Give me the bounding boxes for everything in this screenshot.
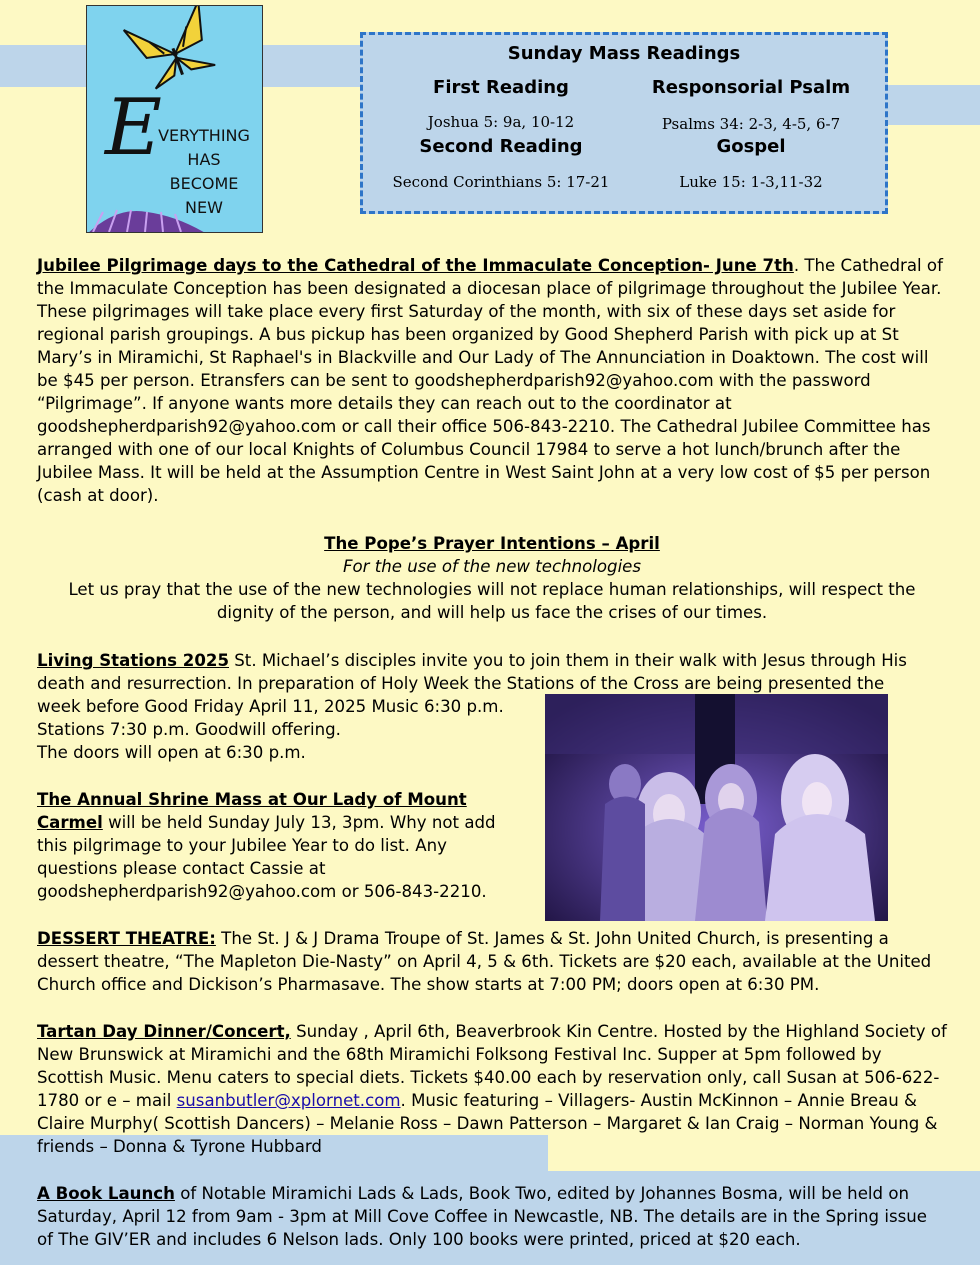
shrine-mass-section — [37, 788, 517, 903]
bg-band-mid-top — [263, 45, 363, 87]
everything-has-become-new-logo — [86, 5, 263, 233]
jubilee-section — [37, 254, 952, 507]
sunday-mass-readings-box — [360, 32, 888, 214]
living-stations-section — [37, 649, 927, 695]
shrine-heading-b: Carmel — [37, 813, 103, 832]
second-reading-label: Second Reading — [419, 136, 583, 157]
logo-line-3: BECOME — [169, 174, 239, 193]
shrine-heading-a: The Annual Shrine Mass at Our Lady of Mount — [37, 790, 467, 809]
tartan-body-2: . Music featuring – Villagers- Austin McKinnon – Annie Breau & Claire Murphy( Scottish Dancers) – Melanie Ross – Dawn Patterson – Margaret & Ian Craig – Norman Young & friends – Donna & Tyrone Hubbard — [37, 1091, 938, 1156]
living-stations-photo — [545, 694, 888, 921]
pope-body: Let us pray that the use of the new technologies will not replace human relationships, will respect the dignity of the person, and will help us face the crises of our times. — [68, 580, 916, 622]
shrine-body: will be held Sunday July 13, 3pm. Why not add this pilgrimage to your Jubilee Year to do list. Any questions please contact Cassie at goodshepherdparish92@yahoo.com or 506-843-2210. — [37, 813, 496, 901]
living-heading: Living Stations 2025 — [37, 651, 229, 670]
logo-line-2: HAS — [187, 150, 221, 169]
pope-subtitle: For the use of the new technologies — [342, 557, 642, 576]
dessert-heading: DESSERT THEATRE: — [37, 929, 216, 948]
bg-band-left-top — [0, 45, 86, 87]
logo-line-1: VERYTHING — [158, 126, 250, 145]
psalm-value: Psalms 34: 2-3, 4-5, 6-7 — [661, 115, 841, 133]
gospel-value: Luke 15: 1-3,11-32 — [679, 173, 823, 191]
book-heading: A Book Launch — [37, 1184, 175, 1203]
readings-title: Sunday Mass Readings — [507, 43, 741, 64]
living-line-1: week before Good Friday April 11, 2025 Music 6:30 p.m. — [37, 697, 504, 716]
first-reading-value: Joshua 5: 9a, 10-12 — [427, 113, 575, 131]
living-line-3: The doors will open at 6:30 p.m. — [37, 743, 306, 762]
tartan-body-1: Sunday , April 6th, Beaverbrook Kin Centre. Hosted by the Highland Society of New Brunswick at Miramichi and the 68th Miramichi Folksong Festival Inc. Supper at 5pm followed by Scottish Music. Menu caters to special diets. Tickets $40.00 each by reservation only, call Susan at 506-622-1780 or e – mail — [37, 1022, 947, 1110]
book-body: of Notable Miramichi Lads & Lads, Book Two, edited by Johannes Bosma, will be held on Saturday, April 12 from 9am - 3pm at Mill Cove Coffee in Newcastle, NB. The details are in the Spring issue of The GIV’ER and includes 6 Nelson lads. Only 100 books were printed, priced at $20 each. — [37, 1184, 927, 1249]
first-reading-label: First Reading — [433, 77, 569, 98]
tartan-email-link[interactable]: susanbutler@xplornet.com — [176, 1091, 401, 1110]
pope-heading: The Pope’s Prayer Intentions – April — [324, 534, 660, 553]
tartan-heading: Tartan Day Dinner/Concert, — [37, 1022, 291, 1041]
psalm-label: Responsorial Psalm — [651, 77, 851, 98]
second-reading-value: Second Corinthians 5: 17-21 — [392, 173, 610, 191]
living-body: St. Michael’s disciples invite you to join them in their walk with Jesus through His death and resurrection. In preparation of Holy Week the Stations of the Cross are being presented the — [37, 651, 907, 693]
bg-band-right-top — [885, 85, 980, 125]
gospel-label: Gospel — [716, 136, 786, 157]
logo-line-4: NEW — [185, 198, 223, 217]
dessert-theatre-section — [37, 927, 949, 996]
book-launch-section — [37, 1182, 937, 1251]
pope-intentions-section — [37, 532, 947, 624]
svg-text:E: E — [105, 83, 162, 173]
dessert-body: The St. J & J Drama Troupe of St. James & St. John United Church, is presenting a dessert theatre, “The Mapleton Die-Nasty” on April 4, 5 & 6th. Tickets are $20 each, available at the United Church office and Dickison’s Pharmasave. The show starts at 7:00 PM; doors open at 6:30 PM. — [37, 929, 932, 994]
photo-veiled-women — [545, 694, 888, 921]
jubilee-body: . The Cathedral of the Immaculate Conception has been designated a diocesan place of pilgrimage throughout the Jubilee Year. These pilgrimages will take place every first Saturday of the month, with six of these days set aside for regional parish groupings. A bus pickup has been organized by Good Shepherd Parish with pick up at St Mary’s in Miramichi, St Raphael's in Blackville and Our Lady of The Annunciation in Doaktown. The cost will be $45 per person. Etransfers can be sent to goodshepherdparish92@yahoo.com with the password “Pilgrimage”. If anyone wants more details they can reach out to the coordinator at goodshepherdparish92@yahoo.com or call their office 506-843-2210. The Cathedral Jubilee Committee has arranged with one of our local Knights of Columbus Council 17984 to serve a hot lunch/brunch after the Jubilee Mass. It will be held at the Assumption Centre in West Saint John at a very low cost of $5 per person (cash at door). — [37, 256, 943, 505]
tartan-day-section — [37, 1020, 947, 1158]
living-line-2: Stations 7:30 p.m. Goodwill offering. — [37, 720, 341, 739]
jubilee-heading: Jubilee Pilgrimage days to the Cathedral of the Immaculate Conception- June 7th — [37, 256, 794, 275]
